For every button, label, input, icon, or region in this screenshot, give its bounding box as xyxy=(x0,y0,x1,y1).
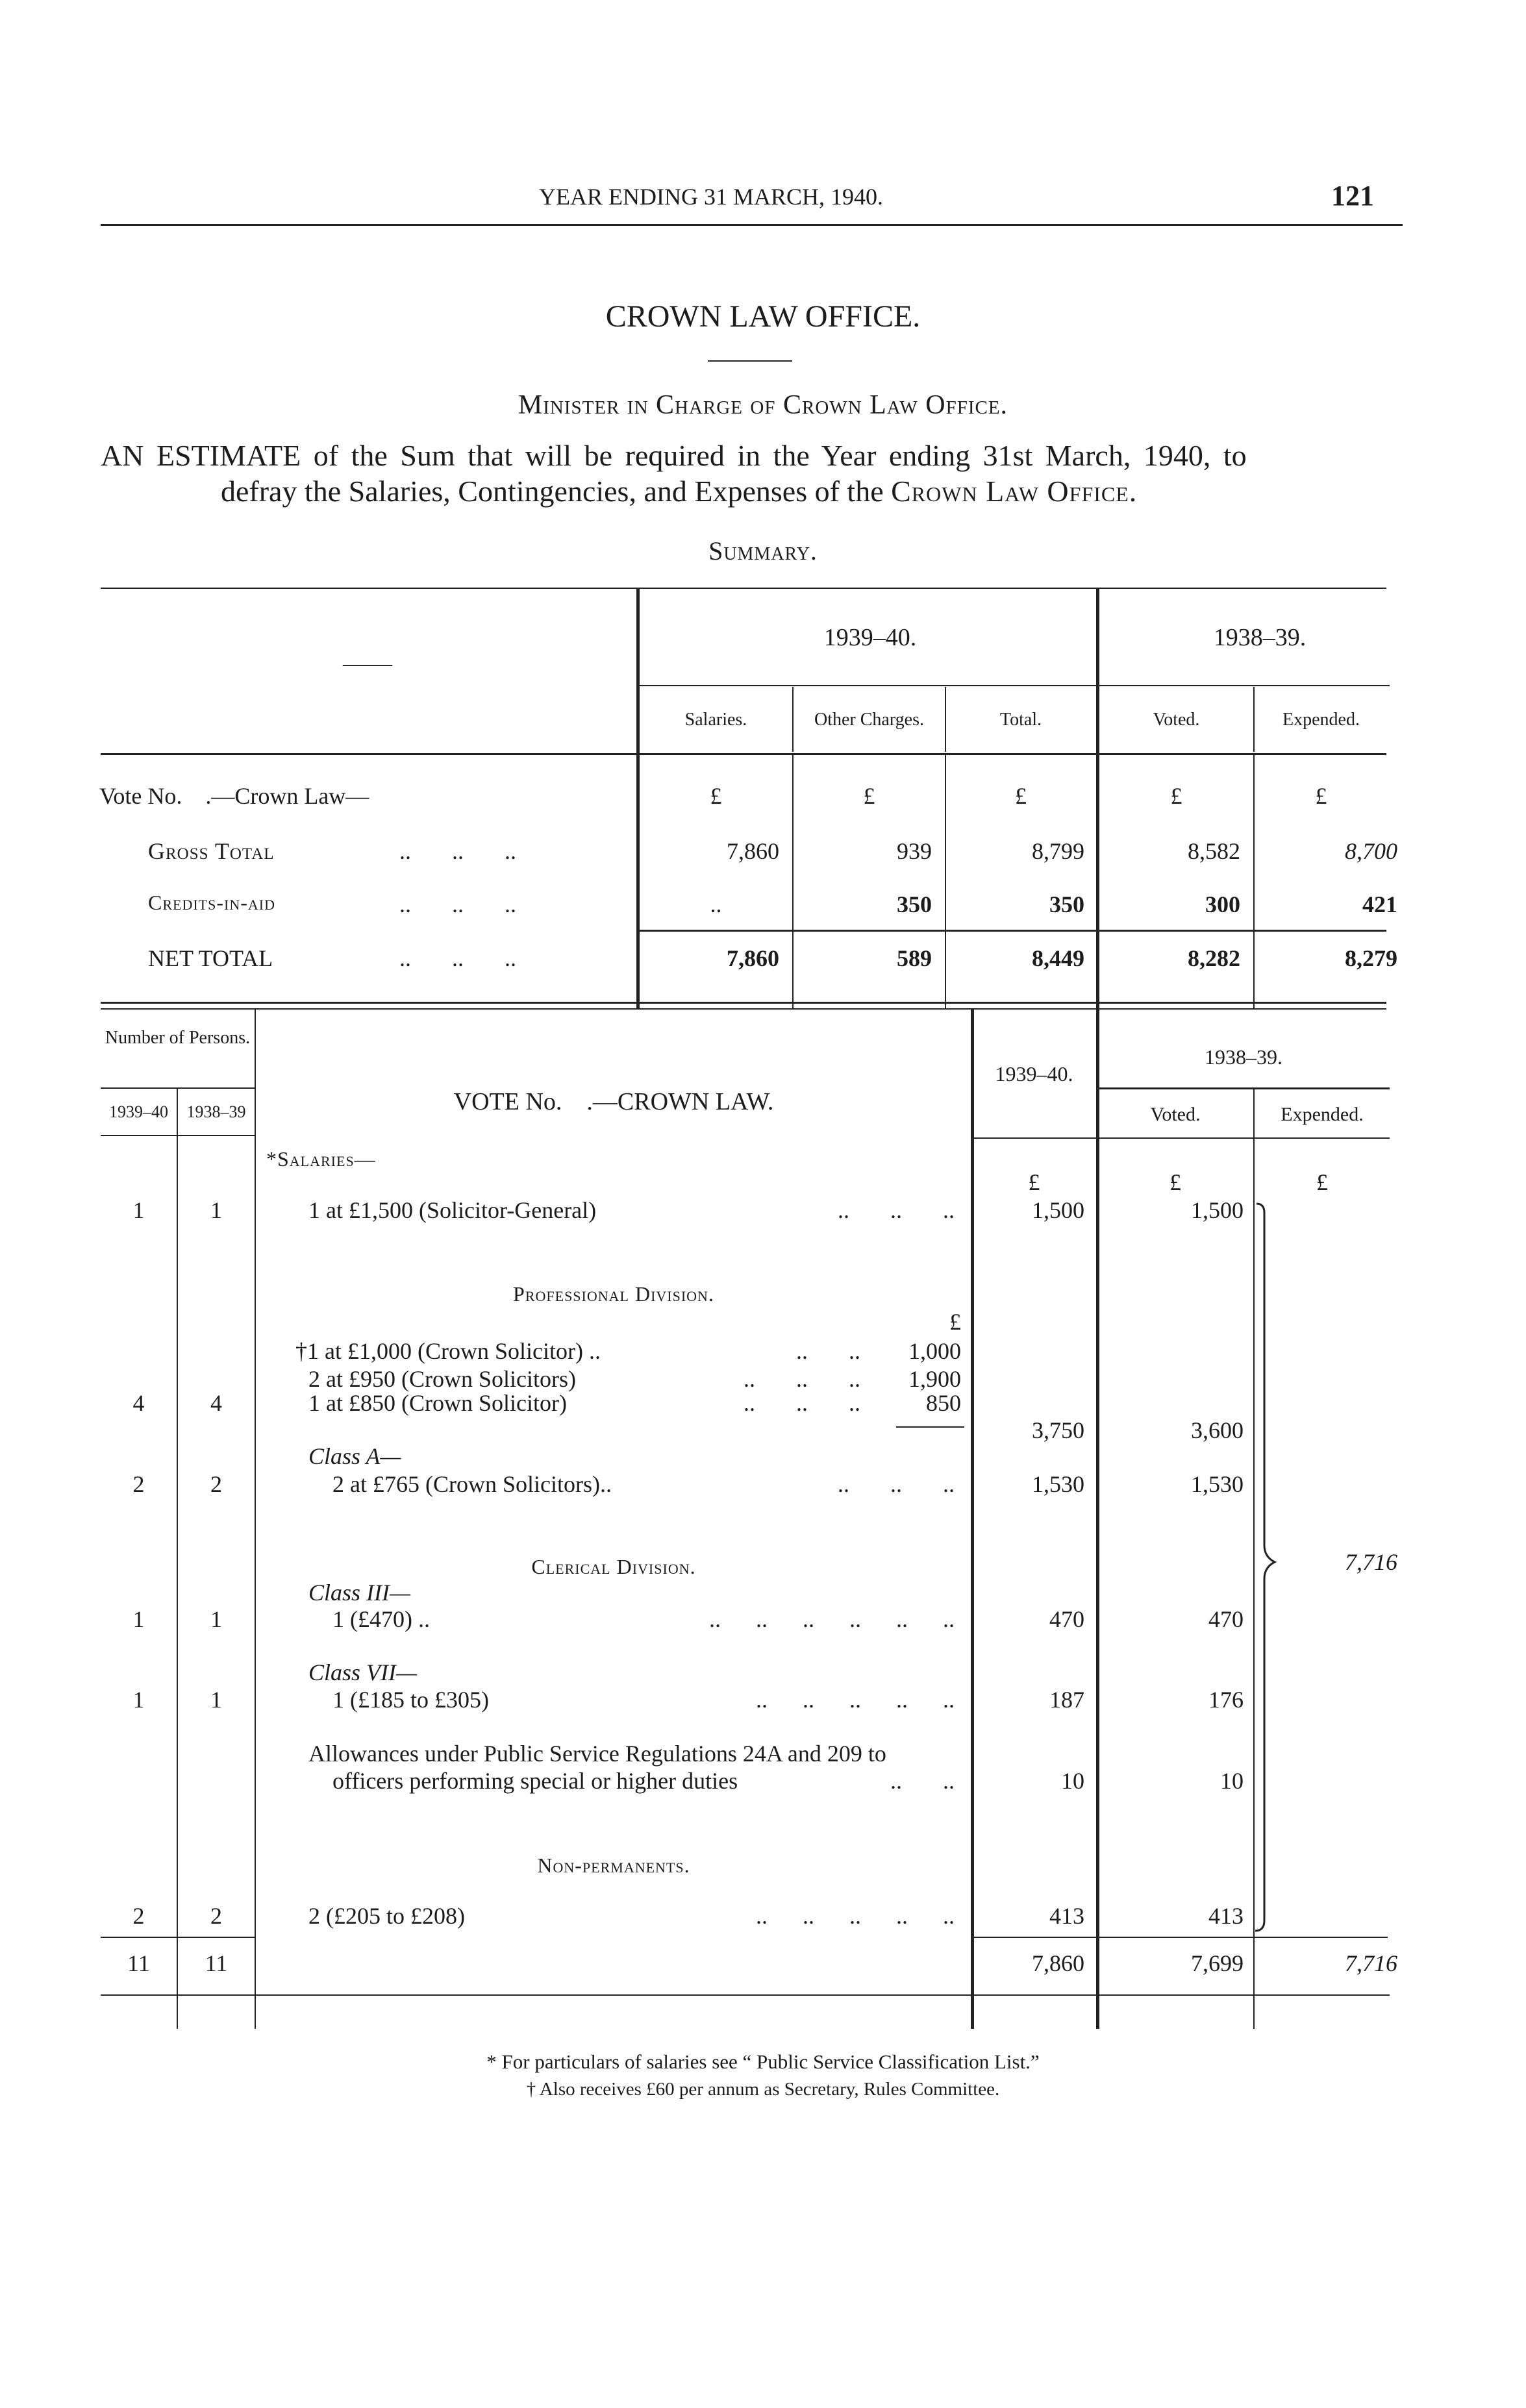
detail-hdr-voted: Voted. xyxy=(1150,1104,1201,1125)
net-other: 589 xyxy=(897,945,932,971)
estimate-text: defray the Salaries, Contingencies, and Expenses of the xyxy=(221,475,884,508)
class-iii-text: 1 (£470) .. xyxy=(332,1606,430,1632)
net-expended: 8,279 xyxy=(1345,945,1397,971)
prof-item-2-leaders: .. .. .. xyxy=(744,1366,860,1392)
total-v1939: 7,860 xyxy=(1032,1950,1084,1976)
detail-group-rule xyxy=(1097,1087,1390,1089)
detail-currency-expended: £ xyxy=(1316,1169,1328,1195)
class-iii-heading: Class III— xyxy=(308,1580,411,1606)
nonperm-leaders: .. .. .. .. .. xyxy=(756,1903,955,1929)
summary-bottom-rule-2 xyxy=(101,1008,1386,1010)
allowances-leaders: .. .. xyxy=(890,1768,955,1794)
class-a-n1939: 2 xyxy=(132,1471,145,1497)
class-vii-voted: 176 xyxy=(1208,1687,1244,1713)
minister-line: Minister in Charge of Crown Law Office. xyxy=(518,390,1008,420)
class-a-n1938: 2 xyxy=(210,1471,222,1497)
currency-2: £ xyxy=(863,783,875,809)
credits-voted: 300 xyxy=(1205,891,1240,917)
sg-v1939: 1,500 xyxy=(1032,1197,1084,1223)
col-other-charges: Other Charges. xyxy=(814,710,924,730)
prof-voted: 3,600 xyxy=(1191,1417,1244,1443)
class-vii-leaders: .. .. .. .. .. xyxy=(756,1687,955,1713)
prof-item-2-amount: 1,900 xyxy=(908,1366,961,1392)
detail-bottom-rule xyxy=(101,1994,1390,1996)
prof-item-3-leaders: .. .. .. xyxy=(744,1390,860,1416)
gross-expended: 8,700 xyxy=(1345,838,1397,864)
detail-divider-years xyxy=(177,1087,178,2029)
running-title: YEAR ENDING 31 MARCH, 1940. xyxy=(539,184,883,210)
header-rule xyxy=(101,224,1403,226)
detail-currency-1939: £ xyxy=(1028,1169,1040,1195)
prof-v1939: 3,750 xyxy=(1032,1417,1084,1443)
estimate-line-2 xyxy=(221,474,1137,508)
persons-col-1939: 1939–40 xyxy=(109,1102,168,1121)
class-a-leaders: .. .. .. xyxy=(838,1471,955,1497)
prof-subtotal-rule xyxy=(896,1426,964,1428)
summary-heading: Summary. xyxy=(708,536,818,565)
page-title: CROWN LAW OFFICE. xyxy=(605,299,921,334)
prof-item-1-leaders: .. .. xyxy=(796,1338,860,1364)
summary-group-rule xyxy=(640,685,1390,686)
row-credits-leaders: .. .. .. xyxy=(399,891,516,917)
sg-text: 1 at £1,500 (Solicitor-General) xyxy=(308,1197,597,1223)
credits-salaries: .. xyxy=(710,891,722,917)
row-credits-label: Credits-in-aid xyxy=(148,891,275,914)
gross-voted: 8,582 xyxy=(1188,838,1240,864)
title-rule xyxy=(708,360,792,362)
row-gross-leaders: .. .. .. xyxy=(399,838,516,864)
detail-currency-voted: £ xyxy=(1170,1169,1181,1195)
clerical-division-heading: Clerical Division. xyxy=(531,1555,696,1578)
col-expended: Expended. xyxy=(1282,710,1360,730)
gross-salaries: 7,860 xyxy=(727,838,779,864)
prof-item-1-text: †1 at £1,000 (Crown Solicitor) .. xyxy=(295,1338,601,1364)
net-total: 8,449 xyxy=(1032,945,1084,971)
class-vii-n1938: 1 xyxy=(210,1687,222,1713)
summary-group-1939: 1939–40. xyxy=(823,624,917,651)
detail-hdr-expended: Expended. xyxy=(1281,1104,1364,1125)
prof-n1939: 4 xyxy=(132,1390,145,1416)
allowances-line-2: officers performing special or higher duties xyxy=(332,1768,738,1794)
expended-bracket-value: 7,716 xyxy=(1345,1549,1397,1575)
num-persons-header: Number of Persons. xyxy=(105,1028,251,1048)
detail-divider-persons xyxy=(255,1010,256,2029)
gross-total: 8,799 xyxy=(1032,838,1084,864)
sg-voted: 1,500 xyxy=(1191,1197,1244,1223)
nonperm-n1938: 2 xyxy=(210,1903,222,1929)
total-voted: 7,699 xyxy=(1191,1950,1244,1976)
summary-vote-label: Vote No. .—Crown Law— xyxy=(99,783,369,809)
nonperm-heading: Non-permanents. xyxy=(537,1854,690,1877)
summary-header-bottom-rule xyxy=(101,753,1386,755)
prof-item-2-text: 2 at £950 (Crown Solicitors) xyxy=(308,1366,576,1392)
class-iii-voted: 470 xyxy=(1208,1606,1244,1632)
amount-total-rule xyxy=(972,1937,1388,1938)
class-a-text: 2 at £765 (Crown Solicitors).. xyxy=(332,1471,612,1497)
page-number: 121 xyxy=(1331,180,1374,212)
col-salaries: Salaries. xyxy=(684,710,747,730)
class-iii-n1939: 1 xyxy=(132,1606,145,1632)
nonperm-text: 2 (£205 to £208) xyxy=(308,1903,465,1929)
class-iii-v1939: 470 xyxy=(1049,1606,1084,1632)
detail-header-rule xyxy=(971,1137,1390,1139)
prof-currency: £ xyxy=(949,1309,961,1335)
nonperm-v1939: 413 xyxy=(1049,1903,1084,1929)
class-a-v1939: 1,530 xyxy=(1032,1471,1084,1497)
row-gross-label: Gross Total xyxy=(148,838,275,864)
estimate-office: Crown Law Office. xyxy=(891,475,1138,508)
allowances-voted: 10 xyxy=(1220,1768,1244,1794)
detail-hdr-1939: 1939–40. xyxy=(995,1062,1073,1086)
row-net-leaders: .. .. .. xyxy=(399,945,516,971)
prof-item-3-amount: 850 xyxy=(926,1390,961,1416)
net-voted: 8,282 xyxy=(1188,945,1240,971)
total-expended: 7,716 xyxy=(1345,1950,1397,1976)
summary-bottom-rule-1 xyxy=(101,1002,1386,1004)
credits-total: 350 xyxy=(1049,891,1084,917)
sg-leaders: .. .. .. xyxy=(838,1197,955,1223)
summary-group-1938: 1938–39. xyxy=(1213,624,1307,651)
col-total: Total. xyxy=(999,710,1042,730)
prof-item-3-text: 1 at £850 (Crown Solicitor) xyxy=(308,1390,567,1416)
class-vii-v1939: 187 xyxy=(1049,1687,1084,1713)
allowances-v1939: 10 xyxy=(1061,1768,1084,1794)
persons-subheader-rule xyxy=(101,1135,255,1136)
nonperm-voted: 413 xyxy=(1208,1903,1244,1929)
detail-divider-1939 xyxy=(971,1010,974,2029)
currency-1: £ xyxy=(710,783,722,809)
persons-header-rule xyxy=(101,1087,255,1089)
footnote-1: * For particulars of salaries see “ Public Service Classification List.” xyxy=(486,2050,1040,2073)
nonperm-n1939: 2 xyxy=(132,1903,145,1929)
estimate-line-1: AN ESTIMATE of the Sum that will be required in the Year ending 31st March, 1940, to xyxy=(101,439,1247,472)
currency-4: £ xyxy=(1170,783,1182,809)
class-iii-n1938: 1 xyxy=(210,1606,222,1632)
summary-top-rule xyxy=(101,588,1386,589)
class-vii-n1939: 1 xyxy=(132,1687,145,1713)
credits-other: 350 xyxy=(897,891,932,917)
sg-n1938: 1 xyxy=(210,1197,222,1223)
net-total-rule xyxy=(640,930,1386,932)
total-n1939: 11 xyxy=(127,1950,150,1976)
gross-other: 939 xyxy=(897,838,932,864)
class-vii-heading: Class VII— xyxy=(308,1659,418,1685)
class-vii-text: 1 (£185 to £305) xyxy=(332,1687,489,1713)
salaries-heading: *Salaries— xyxy=(266,1147,376,1171)
summary-dash: —— xyxy=(343,650,392,677)
row-net-label: NET TOTAL xyxy=(148,945,273,971)
prof-item-1-amount: 1,000 xyxy=(908,1338,961,1364)
detail-hdr-1938: 1938–39. xyxy=(1205,1045,1282,1069)
prof-division-heading: Professional Division. xyxy=(513,1282,714,1306)
currency-5: £ xyxy=(1315,783,1327,809)
credits-expended: 421 xyxy=(1362,891,1397,917)
sg-n1939: 1 xyxy=(132,1197,145,1223)
vote-title: VOTE No. .—CROWN LAW. xyxy=(453,1088,774,1115)
class-a-heading: Class A— xyxy=(308,1443,401,1469)
col-voted: Voted. xyxy=(1153,710,1200,730)
allowances-line-1: Allowances under Public Service Regulations 24A and 209 to xyxy=(308,1741,886,1767)
total-n1938: 11 xyxy=(205,1950,228,1976)
net-salaries: 7,860 xyxy=(727,945,779,971)
persons-total-rule xyxy=(101,1937,255,1938)
footnote-2: † Also receives £60 per annum as Secretary, Rules Committee. xyxy=(526,2079,1000,2100)
class-iii-leaders: .. .. .. .. .. .. xyxy=(709,1606,955,1632)
currency-3: £ xyxy=(1015,783,1027,809)
detail-divider-1938 xyxy=(1096,1010,1099,2029)
class-a-voted: 1,530 xyxy=(1191,1471,1244,1497)
persons-col-1938: 1938–39 xyxy=(186,1102,246,1121)
prof-n1938: 4 xyxy=(210,1390,222,1416)
